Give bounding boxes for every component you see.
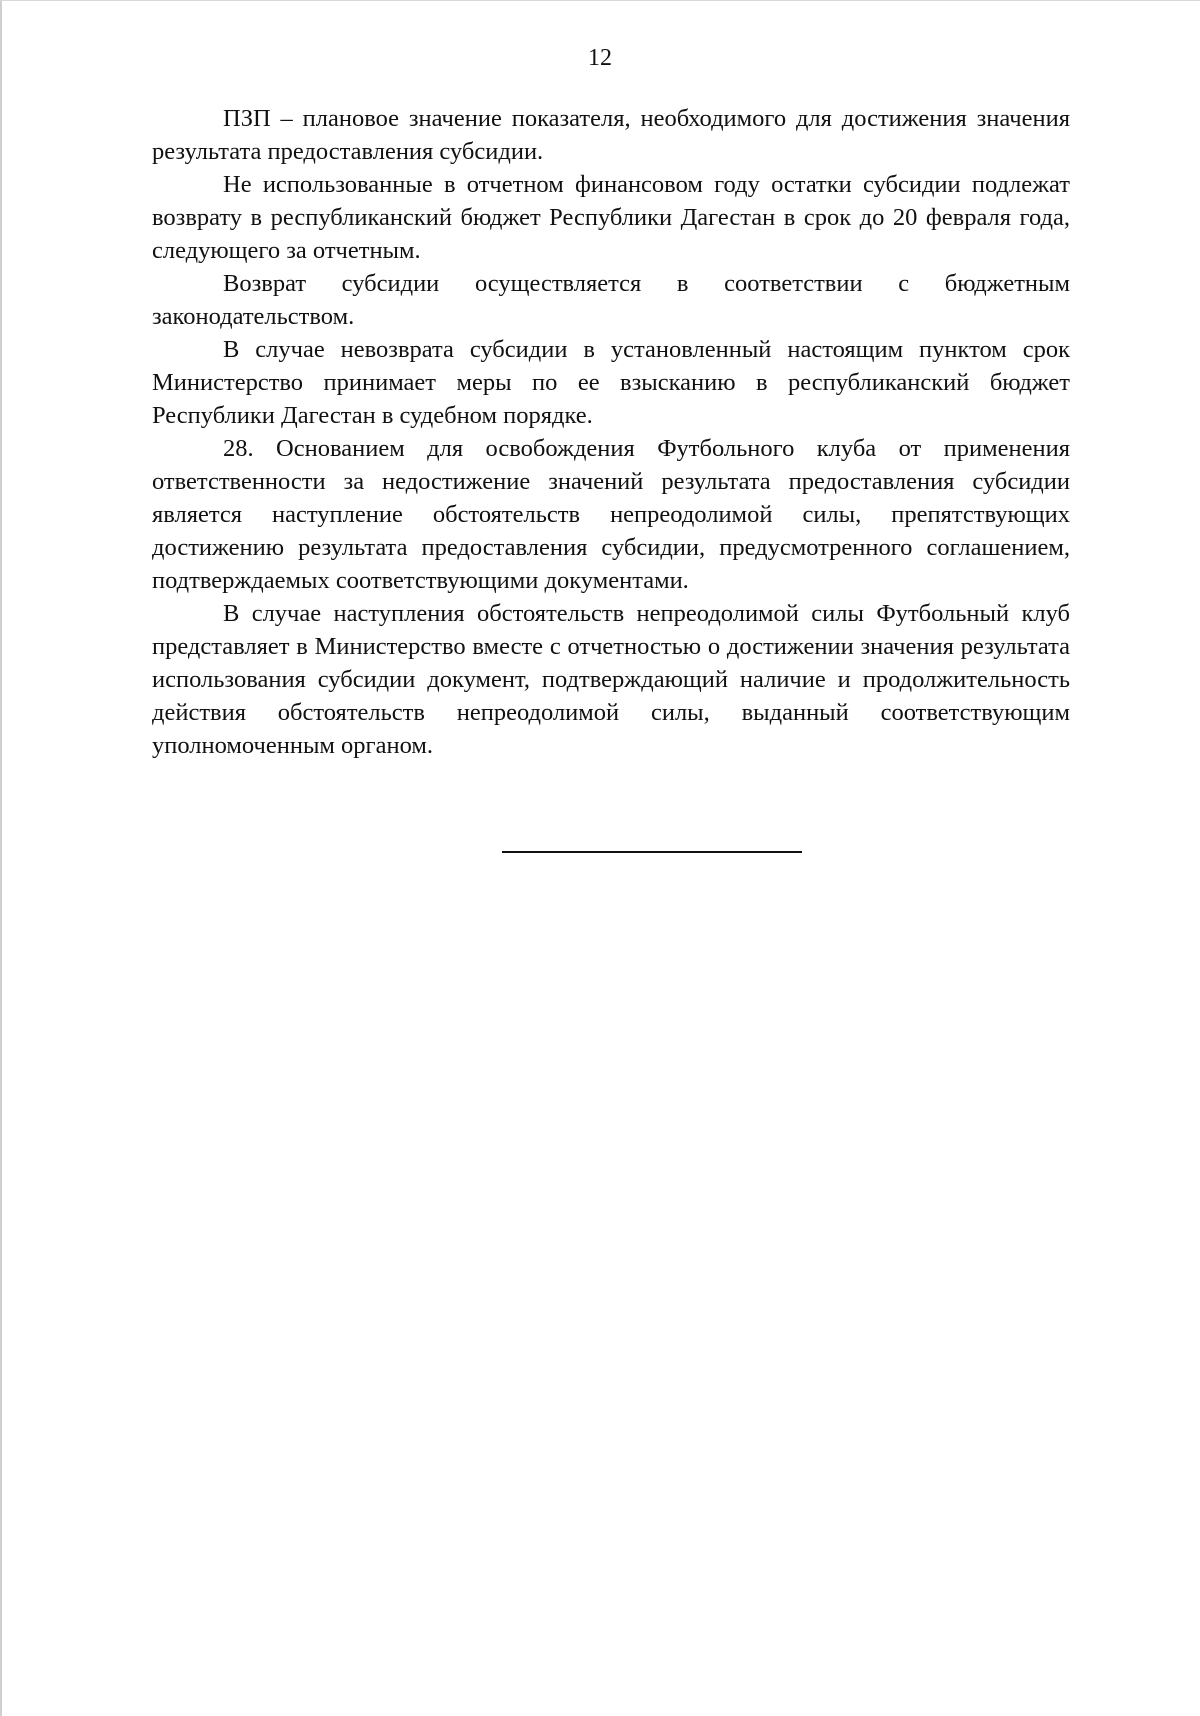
page-number: 12: [588, 45, 612, 71]
paragraph-non-return: В случае невозврата субсидии в установленный настоящим пунктом срок Министерство принимает меры по ее взысканию в республиканский бюджет Республики Дагестан в судебном порядке.: [152, 336, 1070, 429]
paragraph-unused-remainder: Не использованные в отчетном финансовом году остатки субсидии подлежат возврату в республиканский бюджет Республики Дагестан в срок до 20 февраля года, следующего за отчетным.: [152, 171, 1070, 264]
paragraph-subsidy-return: Возврат субсидии осуществляется в соответствии с бюджетным законодательством.: [152, 270, 1070, 330]
scan-edge-top: [0, 0, 1200, 1]
document-body: [152, 102, 1070, 762]
paragraph-item-28: 28. Основанием для освобождения Футбольного клуба от применения ответственности за недостижение значений результата предоставления субсидии является наступление обстоятельств непреодолимой силы, препятствующих достижению результата предоставления субсидии, предусмотренного соглашением, подтверждаемых соответствующими документами.: [152, 435, 1070, 594]
paragraph-pzp-definition: ПЗП – плановое значение показателя, необходимого для достижения значения результата предоставления субсидии.: [152, 105, 1070, 165]
scan-edge-left: [0, 0, 2, 1716]
end-of-text-rule: [502, 851, 802, 853]
paragraph-force-majeure: В случае наступления обстоятельств непреодолимой силы Футбольный клуб представляет в Министерство вместе с отчетностью о достижении значения результата использования субсидии документ, подтверждающий наличие и продолжительность действия обстоятельств непреодолимой силы, выданный соответствующим уполномоченным органом.: [152, 600, 1070, 759]
